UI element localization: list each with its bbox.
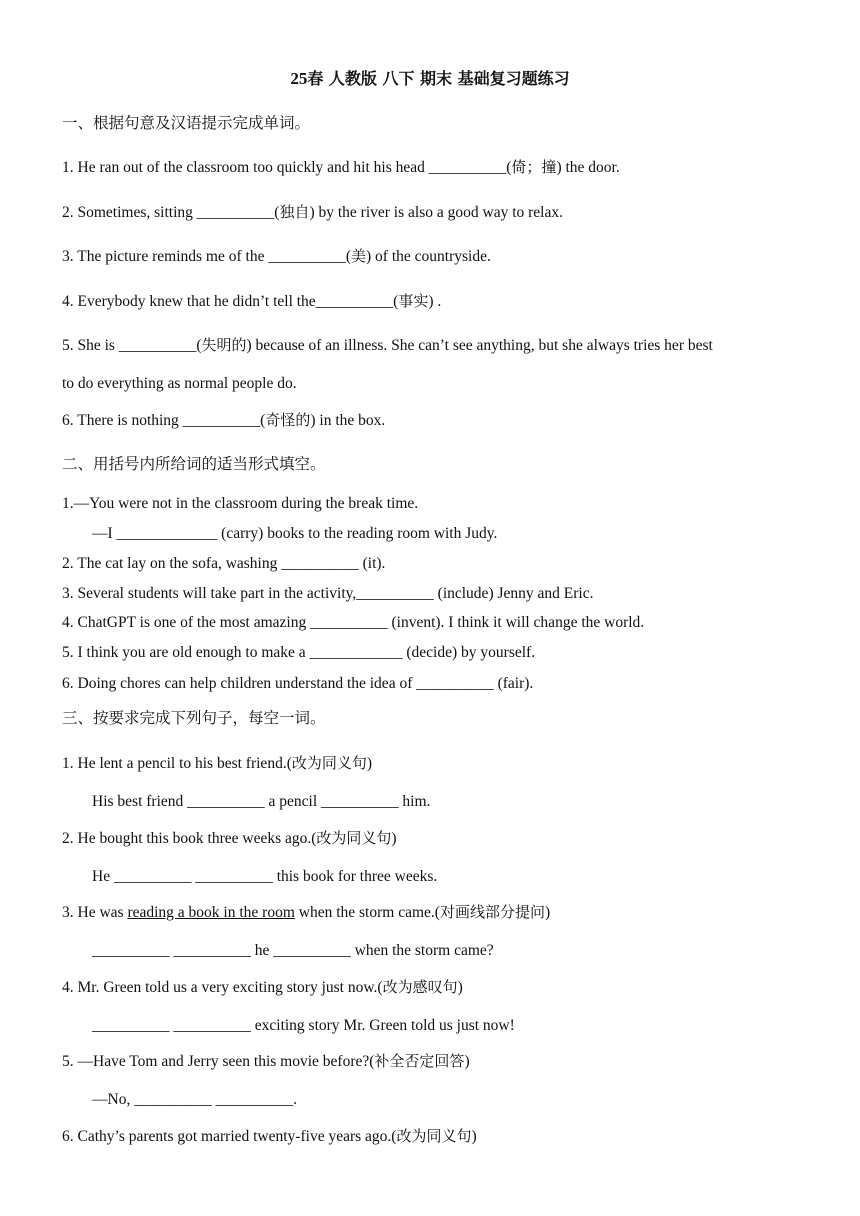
part2-item-1: 1.—You were not in the classroom during the break time. <box>62 495 419 512</box>
part3-answer-1: His best friend __________ a pencil __________ him. <box>92 793 431 810</box>
part3-question-1: 1. He lent a pencil to his best friend.(改为同义句) <box>62 754 373 772</box>
part1-item-6: 6. There is nothing __________(奇怪的) in the box. <box>62 411 386 429</box>
part2-item-5: 5. I think you are old enough to make a ____________ (decide) by yourself. <box>62 644 536 661</box>
part3-question-5: 5. —Have Tom and Jerry seen this movie before?(补全否定回答) <box>62 1052 470 1070</box>
part3-answer-5: —No, __________ __________. <box>92 1091 297 1108</box>
part3-answer-2: He __________ __________ this book for three weeks. <box>92 868 438 885</box>
part3-answer-3: __________ __________ he __________ when the storm came? <box>92 942 494 959</box>
underlined-phrase: reading a book in the room <box>127 904 295 921</box>
part3-question-3: 3. He was reading a book in the room when the storm came.(对画线部分提问) <box>62 903 551 921</box>
section-2-heading: 二、用括号内所给词的适当形式填空。 <box>62 455 326 473</box>
part2-item-6: 6. Doing chores can help children understand the idea of __________ (fair). <box>62 675 534 692</box>
part1-item-1: 1. He ran out of the classroom too quickly and hit his head __________(倚；撞) the door. <box>62 158 620 176</box>
part3-answer-4: __________ __________ exciting story Mr. Green told us just now! <box>92 1017 515 1034</box>
part3-question-6: 6. Cathy’s parents got married twenty-five years ago.(改为同义句) <box>62 1127 477 1145</box>
part2-item-2: 2. The cat lay on the sofa, washing __________ (it). <box>62 555 386 572</box>
part3-question-4: 4. Mr. Green told us a very exciting story just now.(改为感叹句) <box>62 978 463 996</box>
part1-item-2: 2. Sometimes, sitting __________(独自) by the river is also a good way to relax. <box>62 203 563 221</box>
part1-item-5-cont: to do everything as normal people do. <box>62 375 297 392</box>
part2-item-1-answer: —I _____________ (carry) books to the reading room with Judy. <box>92 525 498 542</box>
part1-item-5: 5. She is __________(失明的) because of an illness. She can’t see anything, but she always tries her best <box>62 336 713 354</box>
section-1-heading: 一、根据句意及汉语提示完成单词。 <box>62 114 311 132</box>
section-3-heading: 三、按要求完成下列句子，每空一词。 <box>62 709 326 727</box>
part1-item-3: 3. The picture reminds me of the __________(美) of the countryside. <box>62 247 491 265</box>
part2-item-4: 4. ChatGPT is one of the most amazing __________ (invent). I think it will change the world. <box>62 614 645 631</box>
title-text: 春 人教版 八下 期末 基础复习题练习 <box>307 69 570 88</box>
part2-item-3: 3. Several students will take part in the activity,__________ (include) Jenny and Eric. <box>62 585 594 602</box>
part3-question-2: 2. He bought this book three weeks ago.(改为同义句) <box>62 829 397 847</box>
title-year: 25 <box>290 69 308 88</box>
page-title <box>0 66 860 89</box>
part1-item-4: 4. Everybody knew that he didn’t tell the__________(事实) . <box>62 292 442 310</box>
